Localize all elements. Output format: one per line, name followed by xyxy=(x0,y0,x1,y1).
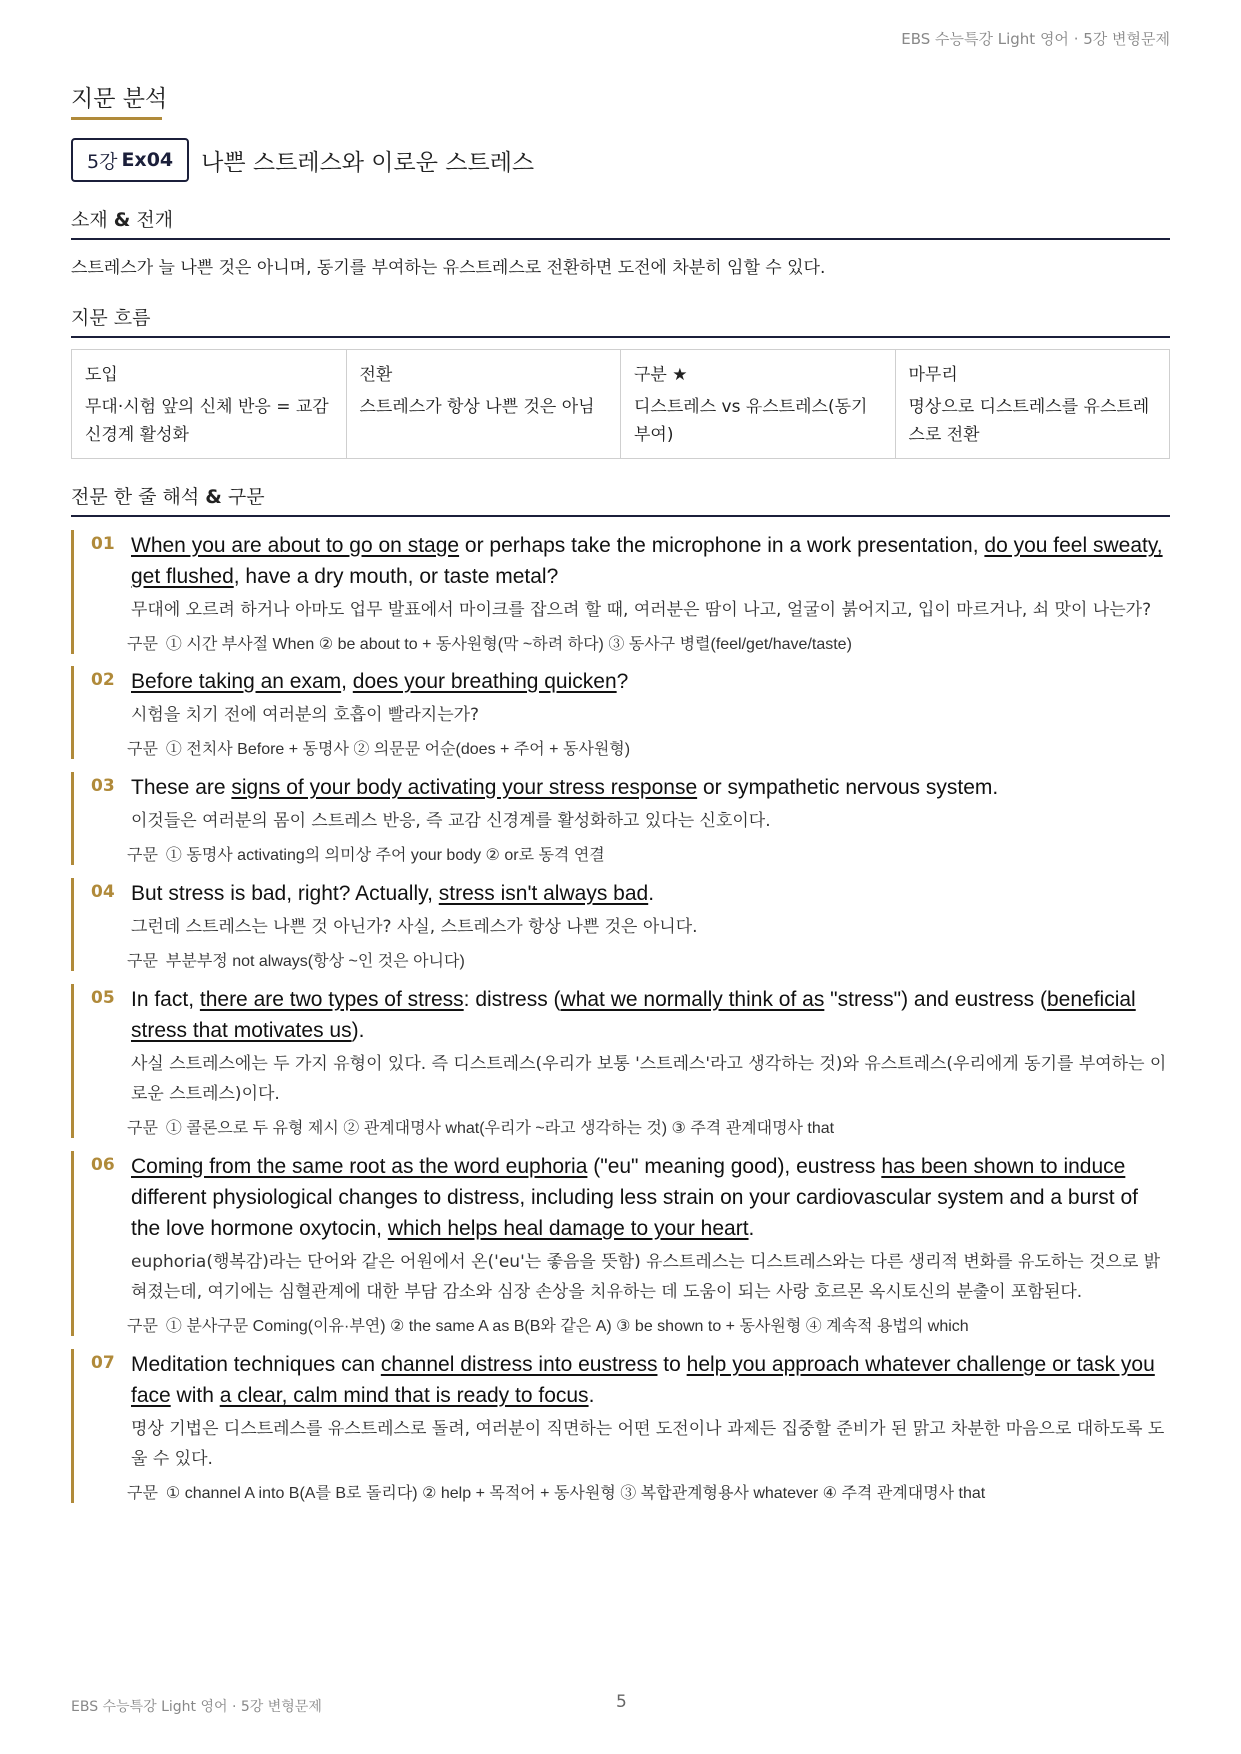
sentence-text: , have a dry mouth, or taste metal? xyxy=(233,565,559,588)
sentence-body xyxy=(127,984,1170,1138)
underlined-phrase: help you approach whatever challenge or task you face xyxy=(131,1353,1155,1407)
material-heading-b: 전개 xyxy=(136,209,174,231)
lesson-badge xyxy=(71,138,189,182)
korean-translation: 시험을 치기 전에 여러분의 호흡이 빨라지는가? xyxy=(131,705,480,725)
sentence-number: 02 xyxy=(91,670,115,690)
grammar-note xyxy=(127,842,1170,865)
flow-cell-label: 도입 xyxy=(85,365,118,385)
flow-cell xyxy=(896,350,1170,458)
grammar-note xyxy=(127,1313,1170,1336)
flow-cell-text: 스트레스가 항상 나쁜 것은 아님 xyxy=(359,397,595,417)
underlined-phrase: When you are about to go on stage xyxy=(131,534,460,557)
sentence-number: 04 xyxy=(91,882,115,902)
analysis-heading-amp: & xyxy=(205,486,222,508)
korean-translation: 사실 스트레스에는 두 가지 유형이 있다. 즉 디스트레스(우리가 보통 '스트레스'라고 생각하는 것)와 유스트레스(우리에게 동기를 부여하는 이로운 스트레스)이다. xyxy=(131,1054,1167,1104)
english-sentence xyxy=(131,666,1170,697)
underlined-phrase: signs of your body activating your stress response xyxy=(231,776,698,799)
english-sentence xyxy=(131,530,1170,592)
lesson-badge-exercise: Ex04 xyxy=(121,149,174,171)
sentence-text: ). xyxy=(351,1019,365,1042)
flow-cell-text: 디스트레스 vs 유스트레스(동기 부여) xyxy=(634,397,868,445)
korean-translation: 그런데 스트레스는 나쁜 것 아닌가? 사실, 스트레스가 항상 나쁜 것은 아니다. xyxy=(131,917,698,937)
sentence-text: "stress") and eustress ( xyxy=(824,988,1047,1011)
lesson-badge-number: 5강 xyxy=(87,150,118,173)
sentence-text: , xyxy=(341,670,353,693)
underlined-phrase: Before taking an exam xyxy=(131,670,342,693)
sentence-text: . xyxy=(748,1217,755,1240)
english-sentence xyxy=(131,772,1170,803)
heading-underline xyxy=(71,117,162,120)
underlined-phrase: stress isn't always bad xyxy=(438,882,649,905)
grammar-label: 구문 xyxy=(127,1483,158,1502)
page-number: 5 xyxy=(616,1692,627,1712)
flow-heading: 지문 흐름 xyxy=(71,303,1170,338)
sentence-text: . xyxy=(588,1384,595,1407)
grammar-text: ① 콜론으로 두 유형 제시 ② 관계대명사 what(우리가 ~라고 생각하는 것) ③ 주격 관계대명사 that xyxy=(165,1120,835,1137)
english-sentence xyxy=(131,878,1170,909)
sentence-block xyxy=(71,878,1170,971)
sentence-body xyxy=(127,878,1170,971)
grammar-text: ① channel A into B(A를 B로 돌리다) ② help + 목적어 + 동사원형 ③ 복합관계형용사 whatever ④ 주격 관계대명사 that xyxy=(165,1485,986,1502)
document-page xyxy=(71,0,1170,1754)
grammar-text: ① 전치사 Before + 동명사 ② 의문문 어순(does + 주어 + 동사원형) xyxy=(165,741,631,758)
sentence-block xyxy=(71,666,1170,759)
grammar-text: ① 시간 부사절 When ② be about to + 동사원형(막 ~하려 하다) ③ 동사구 병렬(feel/get/have/taste) xyxy=(165,636,852,653)
sentence-number: 05 xyxy=(91,988,115,1008)
flow-cell-label: 구분 ★ xyxy=(634,365,688,385)
grammar-note xyxy=(127,631,1170,654)
sentence-text: These are xyxy=(131,776,232,799)
sentence-body xyxy=(127,1151,1170,1336)
grammar-label: 구문 xyxy=(127,1316,158,1335)
english-sentence xyxy=(131,984,1170,1046)
sentence-text: In fact, xyxy=(131,988,200,1011)
material-heading-amp: & xyxy=(113,209,131,231)
sentence-number: 07 xyxy=(91,1353,115,1373)
grammar-note xyxy=(127,736,1170,759)
underlined-phrase: has been shown to induce xyxy=(881,1155,1126,1178)
sentence-text: Meditation techniques can xyxy=(131,1353,381,1376)
flow-cell xyxy=(72,350,347,458)
sentence-block xyxy=(71,1349,1170,1503)
underlined-phrase: there are two types of stress xyxy=(199,988,464,1011)
english-sentence xyxy=(131,1349,1170,1411)
underlined-phrase: which helps heal damage to your heart xyxy=(387,1217,749,1240)
sentence-number: 03 xyxy=(91,776,115,796)
analysis-heading-a: 전문 한 줄 해석 xyxy=(71,486,200,508)
material-heading-a: 소재 xyxy=(71,209,108,231)
analysis-heading xyxy=(71,482,1170,517)
korean-translation: 이것들은 여러분의 몸이 스트레스 반응, 즉 교감 신경계를 활성화하고 있다는 신호이다. xyxy=(131,811,771,831)
sentence-body xyxy=(127,772,1170,865)
grammar-text: ① 동명사 activating의 의미상 주어 your body ② or로 동격 연결 xyxy=(165,847,605,864)
flow-table xyxy=(71,349,1170,459)
sentence-number: 01 xyxy=(91,534,115,554)
analysis-heading-b: 구문 xyxy=(227,486,265,508)
grammar-text: ① 분사구문 Coming(이유·부연) ② the same A as B(B와 같은 A) ③ be shown to + 동사원형 ④ 계속적 용법의 which xyxy=(165,1318,969,1335)
korean-translation: 명상 기법은 디스트레스를 유스트레스로 돌려, 여러분이 직면하는 어떤 도전이나 과제든 집중할 준비가 된 맑고 차분한 마음으로 대하도록 도울 수 있다. xyxy=(131,1419,1165,1469)
underlined-phrase: channel distress into eustress xyxy=(380,1353,658,1376)
sentence-text: or perhaps take the microphone in a work presentation, xyxy=(459,534,985,557)
grammar-label: 구문 xyxy=(127,845,158,864)
sentence-block xyxy=(71,772,1170,865)
korean-translation: 무대에 오르려 하거나 아마도 업무 발표에서 마이크를 잡으려 할 때, 여러분은 땀이 나고, 얼굴이 붉어지고, 입이 마르거나, 쇠 맛이 나는가? xyxy=(131,600,1152,620)
grammar-label: 구문 xyxy=(127,739,158,758)
korean-translation: euphoria(행복감)라는 단어와 같은 어원에서 온('eu'는 좋음을 뜻함) 유스트레스는 디스트레스와는 다른 생리적 변화를 유도하는 것으로 밝혀졌는데, 여기에는 심혈관계에 대한 부담 감소와 심장 손상을 치유하는 데 도움이 되는 사랑 호르몬 옥시토신의 분출이 포함된다. xyxy=(131,1252,1161,1302)
sentence-text: : distress ( xyxy=(463,988,561,1011)
material-summary: 스트레스가 늘 나쁜 것은 아니며, 동기를 부여하는 유스트레스로 전환하면 도전에 차분히 임할 수 있다. xyxy=(71,258,826,278)
underlined-phrase: a clear, calm mind that is ready to focus xyxy=(219,1384,589,1407)
underlined-phrase: what we normally think of as xyxy=(560,988,825,1011)
sentence-block xyxy=(71,1151,1170,1336)
material-heading xyxy=(71,205,1170,240)
sentence-body xyxy=(127,1349,1170,1503)
running-header: EBS 수능특강 Light 영어 · 5강 변형문제 xyxy=(901,30,1170,48)
sentence-block xyxy=(71,530,1170,654)
lesson-title-row xyxy=(71,138,534,182)
sentence-text: or sympathetic nervous system. xyxy=(697,776,999,799)
sentence-text: with xyxy=(170,1384,220,1407)
grammar-note xyxy=(127,1115,1170,1138)
flow-cell xyxy=(621,350,896,458)
flow-cell xyxy=(347,350,622,458)
flow-cell-label: 전환 xyxy=(359,365,393,385)
underlined-phrase: does your breathing quicken xyxy=(352,670,617,693)
english-sentence xyxy=(131,1151,1170,1244)
flow-cell-text: 무대·시험 앞의 신체 반응 = 교감 신경계 활성화 xyxy=(85,397,329,445)
sentence-text: ("eu" meaning good), eustress xyxy=(587,1155,882,1178)
underlined-phrase: beneficial stress that motivates us xyxy=(131,988,1136,1042)
grammar-label: 구문 xyxy=(127,951,158,970)
sentence-block xyxy=(71,984,1170,1138)
sentence-text: to xyxy=(657,1353,687,1376)
sentence-number: 06 xyxy=(91,1155,115,1175)
footer-title: EBS 수능특강 Light 영어 · 5강 변형문제 xyxy=(71,1699,322,1715)
flow-cell-text: 명상으로 디스트레스를 유스트레스로 전환 xyxy=(908,397,1150,445)
sentence-list xyxy=(71,530,1170,1503)
underlined-phrase: do you feel sweaty, get flushed xyxy=(131,534,1163,588)
sentence-text: different physiological changes to distress, including less strain on your cardiovascular system and a burst of the love hormone oxytocin, xyxy=(131,1186,1138,1240)
sentence-body xyxy=(127,530,1170,654)
grammar-note xyxy=(127,1480,1170,1503)
section-heading: 지문 분석 xyxy=(71,86,168,112)
flow-cell-label: 마무리 xyxy=(908,365,958,385)
sentence-body xyxy=(127,666,1170,759)
sentence-text: . xyxy=(648,882,655,905)
grammar-note xyxy=(127,948,1170,971)
lesson-title: 나쁜 스트레스와 이로운 스트레스 xyxy=(201,149,535,176)
sentence-text: But stress is bad, right? Actually, xyxy=(131,882,439,905)
grammar-label: 구문 xyxy=(127,1118,158,1137)
grammar-text: 부분부정 not always(항상 ~인 것은 아니다) xyxy=(165,953,465,970)
underlined-phrase: Coming from the same root as the word euphoria xyxy=(131,1155,588,1178)
grammar-label: 구문 xyxy=(127,634,158,653)
sentence-text: ? xyxy=(616,670,629,693)
